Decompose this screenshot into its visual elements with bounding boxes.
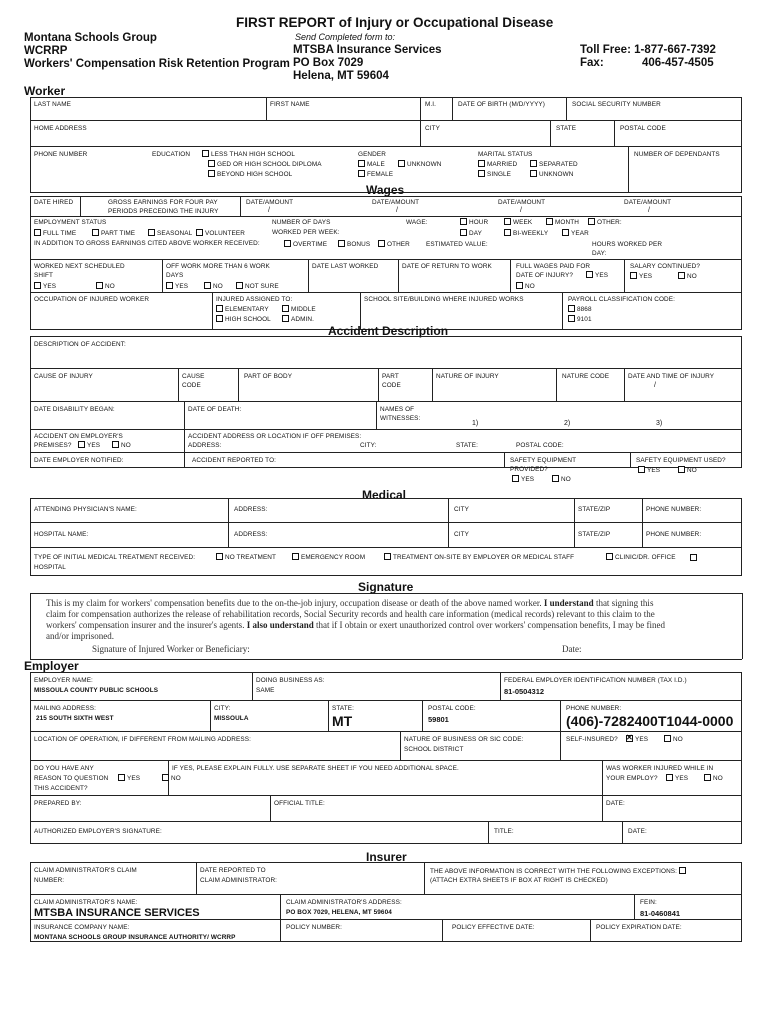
school-site-label: SCHOOL SITE/BUILDING WHERE INJURED WORKS [364,296,524,303]
nature-label: NATURE OF INJURY [436,373,499,380]
date-reported-label-2: CLAIM ADMINISTRATOR: [200,877,278,884]
premises-label-2: PREMISES? [34,442,72,449]
hosp-address-label: ADDRESS: [234,531,268,538]
description-label: DESCRIPTION OF ACCIDENT: [34,341,126,348]
city-label: CITY [425,125,440,132]
employer-section-title: Employer [24,659,79,673]
checkbox[interactable] [704,774,711,781]
hosp-phone-label: PHONE NUMBER: [646,531,702,538]
prepared-date-label: DATE: [606,800,625,807]
question-label-3: THIS ACCIDENT? [34,785,88,792]
checkbox[interactable] [568,315,575,322]
witnesses-label: NAMES OF [380,406,415,413]
policy-number-label: POLICY NUMBER: [286,924,342,931]
claim-admin-label-2: NUMBER: [34,877,65,884]
org-line-2: WCRRP [24,45,68,57]
premises-no[interactable]: NO [112,441,131,449]
checkbox[interactable] [148,229,155,236]
salary-cont-no[interactable]: NO [678,272,697,280]
witness-1: 1) [472,420,479,427]
checkbox[interactable] [504,229,511,236]
hosp-state-zip-label: STATE/ZIP [578,531,611,538]
payroll-label: PAYROLL CLASSIFICATION CODE: [568,296,675,303]
premises-yes[interactable]: YES [78,441,100,449]
full-wages-yes[interactable]: YES [586,271,608,279]
checkbox[interactable] [208,160,215,167]
cause-label: CAUSE OF INJURY [34,373,93,380]
fein-value: 81-0504312 [504,687,545,696]
sig-date-label: Date: [562,644,582,654]
fein-label: FEDERAL EMPLOYER IDENTIFICATION NUMBER (TAX I.D.) [504,677,687,684]
gender-unknown[interactable]: UNKNOWN [398,160,441,168]
wage-biweekly[interactable]: BI-WEEKLY [504,229,548,237]
slash-injury: / [654,382,656,389]
treat-none[interactable]: NO TREATMENT [216,553,276,561]
reported-to-label: ACCIDENT REPORTED TO: [192,457,277,464]
admin-addr-label: CLAIM ADMINISTRATOR'S ADDRESS: [286,899,402,906]
wage-other[interactable]: OTHER: [588,218,622,226]
checkbox[interactable] [666,774,673,781]
edu-beyond[interactable]: BEYOND HIGH SCHOOL [208,170,292,178]
question-yes[interactable]: YES [118,774,140,782]
explain-label: IF YES, PLEASE EXPLAIN FULLY. USE SEPARATE SHEET IF YOU NEED ADDITIONAL SPACE. [172,765,459,772]
signature-section-title: Signature [358,580,414,594]
official-title-label: OFFICIAL TITLE: [274,800,325,807]
mailing-label: MAILING ADDRESS: [34,705,96,712]
off-work-not-sure[interactable]: NOT SURE [236,282,279,290]
checkbox[interactable] [216,315,223,322]
safety-used-no[interactable]: NO [678,466,697,474]
phone-label: PHONE NUMBER [34,151,88,158]
sig-para-line-2: claim for compensation authorizes the release of rehabilitation records, Social Security records and health care information (medical records) relevant to this claim to the [46,609,655,619]
auth-title-label: TITLE: [494,828,514,835]
checkbox[interactable] [282,315,289,322]
treat-er[interactable]: EMERGENCY ROOM [292,553,365,561]
treat-onsite[interactable]: TREATMENT ON-SITE BY EMPLOYER OR MEDICAL STAFF [384,553,574,561]
in-employ-label-2: YOUR EMPLOY? [606,775,658,782]
nature-business-label: NATURE OF BUSINESS OR SIC CODE: [404,736,524,743]
witnesses-label-2: WITNESSES: [380,415,421,422]
gender-male[interactable]: MALE [358,160,385,168]
date-reported-label: DATE REPORTED TO [200,867,266,874]
payroll-9101[interactable]: 9101 [568,315,592,323]
employer-name-label: EMPLOYER NAME: [34,677,93,684]
auth-date-label: DATE: [628,828,647,835]
emp-city-label: CITY: [214,705,231,712]
in-employ-label: WAS WORKER INJURED WHILE IN [606,765,714,772]
marital-unknown[interactable]: UNKNOWN [530,170,573,178]
off-work-label: OFF WORK MORE THAN 6 WORK [166,263,270,270]
marital-label: MARITAL STATUS [478,151,533,158]
education-label: EDUCATION [152,151,191,158]
admin-name-label: CLAIM ADMINISTRATOR'S NAME: [34,899,138,906]
assigned-high-school[interactable]: HIGH SCHOOL [216,315,271,323]
edu-less-hs[interactable]: LESS THAN HIGH SCHOOL [202,150,295,158]
date-amount-4: DATE/AMOUNT [624,199,672,206]
worked-next-yes[interactable]: YES [34,282,56,290]
cause-code-label-2: CODE [182,382,201,389]
med-city-label: CITY [454,506,469,513]
occupation-label: OCCUPATION OF INJURED WORKER [34,296,150,303]
full-wages-label: FULL WAGES PAID FOR [516,263,591,270]
gender-label: GENDER [358,151,386,158]
off-work-yes[interactable]: YES [166,282,188,290]
date-hired-label: DATE HIRED [34,199,74,206]
checkbox[interactable] [586,271,593,278]
question-no[interactable]: NO [162,774,181,782]
checkbox[interactable] [478,170,485,177]
checkbox[interactable] [34,282,41,289]
treatment-label: TYPE OF INITIAL MEDICAL TREATMENT RECEIVED: [34,554,196,561]
checkbox[interactable] [630,272,637,279]
acc-city-label: CITY: [360,442,377,449]
hours-label: HOURS WORKED PER [592,241,663,248]
insurer-fein-label: FEIN: [640,899,657,906]
safety-yes[interactable]: YES [512,475,534,483]
med-state-zip-label: STATE/ZIP [578,506,611,513]
emp-state-label: STATE: [332,705,355,712]
cause-code-label: CAUSE [182,373,205,380]
insurer-line-2: PO Box 7029 [293,57,364,69]
slash-4: / [648,207,650,214]
checkbox[interactable] [678,272,685,279]
wage-hour[interactable]: HOUR [460,218,488,226]
in-employ-no[interactable]: NO [704,774,723,782]
acc-state-label: STATE: [456,442,479,449]
checkbox[interactable] [384,553,391,560]
assigned-admin[interactable]: ADMIN. [282,315,314,323]
checkbox[interactable] [530,170,537,177]
emp-full-time[interactable]: FULL TIME [34,229,76,237]
slash-3: / [520,207,522,214]
off-work-label-2: DAYS [166,272,184,279]
checkbox[interactable] [588,218,595,225]
checkbox[interactable] [460,229,467,236]
checkbox[interactable] [166,282,173,289]
gender-female[interactable]: FEMALE [358,170,393,178]
self-insured-yes[interactable]: ✕ YES [626,735,648,743]
death-label: DATE OF DEATH: [188,406,242,413]
salary-cont-label: SALARY CONTINUED? [630,263,701,270]
checkbox[interactable] [568,305,575,312]
addl-other[interactable]: OTHER [378,240,410,248]
premises-label: ACCIDENT ON EMPLOYER'S [34,433,123,440]
assigned-elementary[interactable]: ELEMENTARY [216,305,269,313]
dba-value: SAME [256,687,275,694]
checkbox[interactable] [292,553,299,560]
checkbox[interactable] [284,240,291,247]
checkbox[interactable] [460,218,467,225]
checkbox[interactable] [512,475,519,482]
checkbox[interactable] [78,441,85,448]
witness-3: 3) [656,420,663,427]
sig-para-line-1: This is my claim for workers' compensation benefits due to the on-the-job injury, occupation disease or death of the above named worker. I understand that signing this [46,598,654,608]
date-time-label: DATE AND TIME OF INJURY [628,373,715,380]
date-amount-3: DATE/AMOUNT [498,199,546,206]
question-label-2: REASON TO QUESTION [34,775,109,782]
company-label: INSURANCE COMPANY NAME: [34,924,130,931]
dependants-label: NUMBER OF DEPENDANTS [634,151,720,158]
in-addition-label: IN ADDITION TO GROSS EARNINGS CITED ABOVE WORKER RECEIVED: [34,240,260,247]
checkbox[interactable] [34,229,41,236]
dob-label: DATE OF BIRTH (M/D/YYYY) [458,101,546,108]
emp-part-time[interactable]: PART TIME [92,229,135,237]
checkbox-checked[interactable] [626,735,633,742]
days-worked-label-2: WORKED PER WEEK: [272,229,340,236]
med-phone-label: PHONE NUMBER: [646,506,702,513]
checkbox[interactable] [216,553,223,560]
wage-week[interactable]: WEEK [504,218,532,226]
worked-next-label-2: SHIFT [34,272,53,279]
checkbox[interactable] [338,240,345,247]
fax-number: 406-457-4505 [642,57,714,69]
safety-used-label: SAFETY EQUIPMENT USED? [636,457,726,464]
sig-para-line-4: and/or imprisoned. [46,631,114,641]
emp-seasonal[interactable]: SEASONAL [148,229,192,237]
fax-label: Fax: [580,57,604,69]
checkbox[interactable] [196,229,203,236]
above-info-label: THE ABOVE INFORMATION IS CORRECT WITH THE FOLLOWING EXCEPTIONS: [430,867,688,875]
home-address-label: HOME ADDRESS [34,125,87,132]
worked-next-no[interactable]: NO [96,282,115,290]
witness-2: 2) [564,420,571,427]
worker-section-title: Worker [24,84,66,98]
emp-postal-value: 59801 [428,715,449,724]
addl-bonus[interactable]: BONUS [338,240,370,248]
checkbox[interactable] [92,229,99,236]
checkbox[interactable] [398,160,405,167]
emp-volunteer[interactable]: VOLUNTEER [196,229,245,237]
medical-section-title: Medical [362,488,407,502]
checkbox[interactable] [96,282,103,289]
last-name-label: LAST NAME [34,101,72,108]
question-label: DO YOU HAVE ANY [34,765,94,772]
hours-label-2: DAY: [592,250,607,257]
in-employ-yes[interactable]: YES [666,774,688,782]
checkbox[interactable] [516,282,523,289]
nature-code-label: NATURE CODE [562,373,610,380]
checkbox[interactable] [606,553,613,560]
toll-free: Toll Free: 1-877-667-7392 [580,44,716,56]
sig-signature-label: Signature of Injured Worker or Beneficiary: [92,644,250,654]
checkbox[interactable] [208,170,215,177]
checkbox[interactable] [118,774,125,781]
employer-name-value: MISSOULA COUNTY PUBLIC SCHOOLS [34,687,159,694]
part-code-label: PART [382,373,399,380]
date-amount-1: DATE/AMOUNT [246,199,294,206]
payroll-8868[interactable]: 8868 [568,305,592,313]
emp-postal-label: POSTAL CODE: [428,705,476,712]
checkbox[interactable] [216,305,223,312]
org-line-1: Montana Schools Group [24,32,157,44]
checkbox[interactable] [204,282,211,289]
checkbox[interactable] [562,229,569,236]
safety-no[interactable]: NO [552,475,571,483]
nature-business-value: SCHOOL DISTRICT [404,746,464,753]
emp-phone-label: PHONE NUMBER: [566,705,622,712]
part-body-label: PART OF BODY [244,373,293,380]
slash-1: / [268,207,270,214]
marital-single[interactable]: SINGLE [478,170,511,178]
safety-label: SAFETY EQUIPMENT [510,457,577,464]
disability-label: DATE DISABILITY BEGAN: [34,406,115,413]
first-name-label: FIRST NAME [270,101,310,108]
gross-label: GROSS EARNINGS FOR FOUR PAY [108,199,218,206]
org-line-3: Workers' Compensation Risk Retention Program [24,58,290,70]
emp-status-label: EMPLOYMENT STATUS [34,219,107,226]
checkbox[interactable] [546,218,553,225]
wages-section-title: Wages [366,183,405,197]
checkbox[interactable] [530,160,537,167]
worker-box [30,97,742,193]
claim-admin-label: CLAIM ADMINISTRATOR'S CLAIM [34,867,137,874]
marital-married[interactable]: MARRIED [478,160,517,168]
checkbox[interactable] [478,160,485,167]
gross-label-2: PERIODS PRECEDING THE INJURY [108,208,219,215]
checkbox[interactable] [162,774,169,781]
checkbox[interactable] [378,240,385,247]
admin-name-value: MTSBA INSURANCE SERVICES [34,907,200,919]
hospital-label: HOSPITAL NAME: [34,531,89,538]
insurer-section-title: Insurer [366,850,407,864]
checkbox[interactable] [679,867,686,874]
off-work-no[interactable]: NO [204,282,223,290]
accident-section-title: Accident Description [328,324,449,338]
notified-label: DATE EMPLOYER NOTIFIED: [34,457,124,464]
auth-sig-label: AUTHORIZED EMPLOYER'S SIGNATURE: [34,828,162,835]
employer-box [30,672,742,844]
checkbox[interactable] [112,441,119,448]
send-to-label: Send Completed form to: [295,32,396,42]
part-code-label-2: CODE [382,382,401,389]
form-title: FIRST REPORT of Injury or Occupational Disease [236,15,554,30]
postal-label: POSTAL CODE [620,125,666,132]
physician-label: ATTENDING PHYSICIAN'S NAME: [34,506,137,513]
edu-ged[interactable]: GED OR HIGH SCHOOL DIPLOMA [208,160,322,168]
checkbox[interactable] [664,735,671,742]
self-insured-label: SELF-INSURED? [566,736,618,743]
acc-addr-label: ACCIDENT ADDRESS OR LOCATION IF OFF PREMISES: [188,433,362,440]
full-wages-label-2: DATE OF INJURY? [516,272,574,279]
policy-effective-label: POLICY EFFECTIVE DATE: [452,924,535,931]
mailing-value: 215 SOUTH SIXTH WEST [36,715,114,722]
full-wages-no[interactable]: NO [516,282,535,290]
insurer-line-3: Helena, MT 59604 [293,70,389,82]
salary-cont-yes[interactable]: YES [630,272,652,280]
checkbox[interactable] [678,466,685,473]
location-label: LOCATION OF OPERATION, IF DIFFERENT FROM MAILING ADDRESS: [34,736,251,743]
state-label: STATE [556,125,577,132]
checkbox[interactable] [690,554,697,561]
emp-city-value: MISSOULA [214,715,249,722]
checkbox[interactable] [358,160,365,167]
hosp-city-label: CITY [454,531,469,538]
wage-month[interactable]: MONTH [546,218,579,226]
worked-next-label: WORKED NEXT SCHEDULED [34,263,125,270]
checkbox[interactable] [236,282,243,289]
checkbox[interactable] [552,475,559,482]
wage-label: WAGE: [406,219,428,226]
checkbox[interactable] [202,150,209,157]
emp-state-value: MT [332,713,353,729]
marital-separated[interactable]: SEPARATED [530,160,578,168]
policy-expiration-label: POLICY EXPIRATION DATE: [596,924,682,931]
sig-para-line-3: workers' compensation insurer and the insurer's agents. I also understand that if I obtain or exert unauthorized control over workers' compensation benefits, I may be fined [46,620,665,630]
emp-phone-value: (406)-7282400T1044-0000 [566,713,734,729]
self-insured-no[interactable]: NO [664,735,683,743]
acc-address-label: ADDRESS: [188,442,222,449]
insurer-line-1: MTSBA Insurance Services [293,44,442,56]
insurer-fein-value: 81-0460841 [640,909,681,918]
wage-day[interactable]: DAY [460,229,482,237]
ssn-label: SOCIAL SECURITY NUMBER [572,101,661,108]
safety-used-yes[interactable]: YES [638,466,660,474]
prepared-label: PREPARED BY: [34,800,82,807]
date-amount-2: DATE/AMOUNT [372,199,420,206]
dba-label: DOING BUSINESS AS: [256,677,325,684]
med-address-label: ADDRESS: [234,506,268,513]
checkbox[interactable] [282,305,289,312]
hospital-label-2: HOSPITAL [34,564,66,571]
safety-label-2: PROVIDED? [510,466,548,473]
checkbox[interactable] [638,466,645,473]
accident-box [30,336,742,468]
est-value-label: ESTIMATED VALUE: [426,241,488,248]
slash-2: / [396,207,398,214]
days-worked-label: NUMBER OF DAYS [272,219,331,226]
admin-addr-value: PO BOX 7029, HELENA, MT 59604 [286,909,392,916]
mi-label: M.I. [425,101,437,108]
checkbox[interactable] [504,218,511,225]
date-return-label: DATE OF RETURN TO WORK [402,263,492,270]
wage-year[interactable]: YEAR [562,229,589,237]
above-info-label-2: (ATTACH EXTRA SHEETS IF BOX AT RIGHT IS CHECKED) [430,877,608,884]
addl-overtime[interactable]: OVERTIME [284,240,327,248]
company-value: MONTANA SCHOOLS GROUP INSURANCE AUTHORITY/ WCRRP [34,934,236,941]
date-last-worked-label: DATE LAST WORKED [312,263,379,270]
checkbox[interactable] [358,170,365,177]
treat-clinic[interactable]: CLINIC/DR. OFFICE [606,553,676,561]
assigned-label: INJURED ASSIGNED TO: [216,296,293,303]
assigned-middle[interactable]: MIDDLE [282,305,316,313]
acc-postal-label: POSTAL CODE: [516,442,564,449]
